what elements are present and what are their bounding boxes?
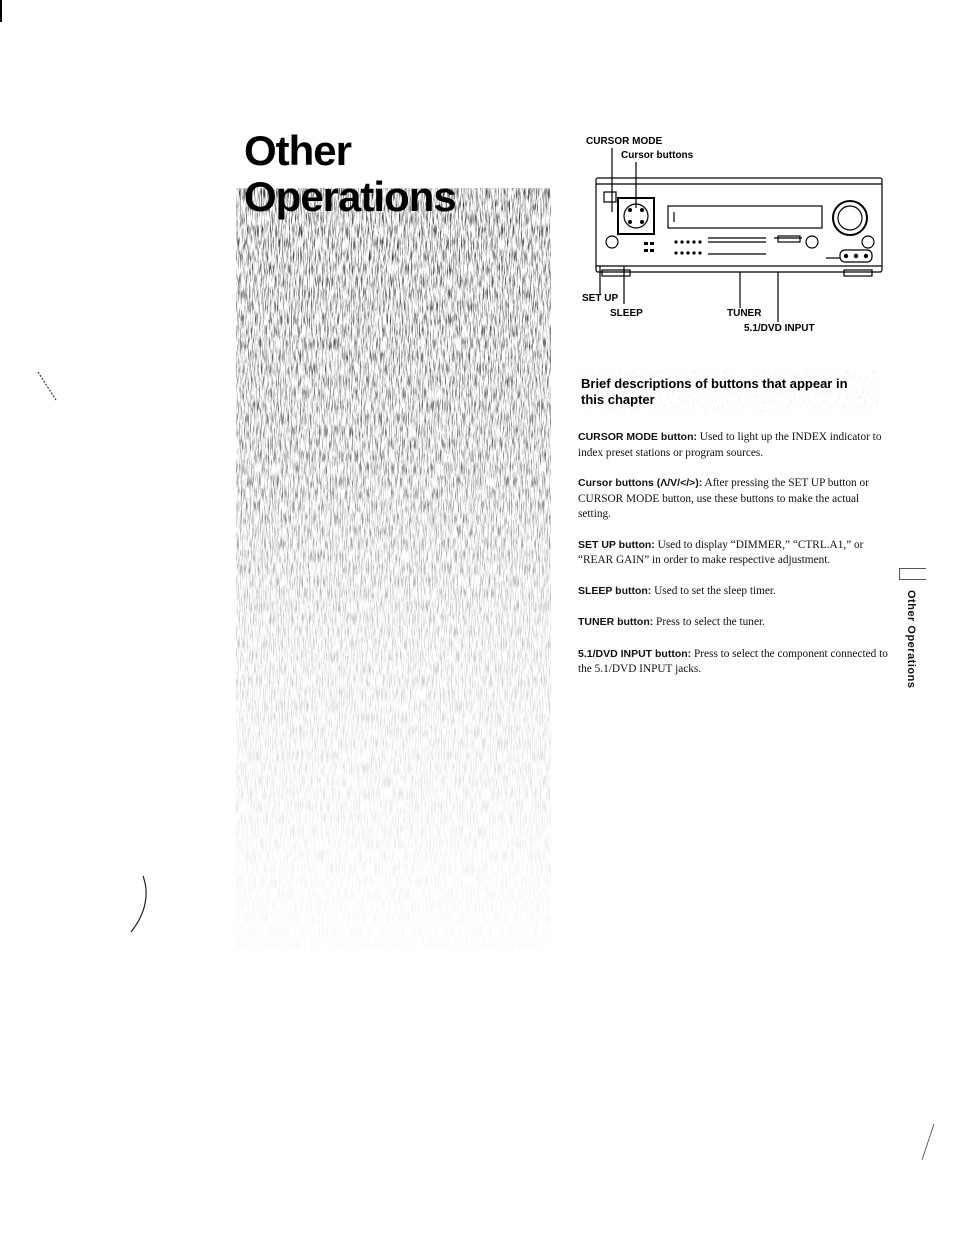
- desc-text: Used to light up the INDEX indicator to index preset stations or program sources.: [578, 431, 882, 459]
- desc-text: After pressing the SET UP button or CURSOR MODE button, use these buttons to make the actual setting.: [578, 477, 869, 520]
- label-cursor-buttons: Cursor buttons: [621, 150, 694, 161]
- page-title: [244, 128, 456, 220]
- chapter-side-tab: [899, 568, 927, 698]
- title-block: [236, 128, 551, 928]
- button-descriptions: [578, 430, 888, 678]
- speck-mark: [36, 370, 60, 404]
- desc-term: Cursor buttons (Λ/V/</>):: [578, 477, 703, 489]
- label-tuner: TUNER: [727, 308, 762, 319]
- desc-tuner: [578, 615, 888, 631]
- label-sleep: SLEEP: [610, 308, 643, 319]
- desc-set-up: [578, 538, 888, 569]
- desc-cursor-mode: [578, 430, 888, 461]
- scan-edge-mark: [0, 0, 2, 22]
- title-line-2: Operations: [244, 173, 456, 220]
- receiver-diagram: [578, 132, 908, 342]
- title-line-1: Other: [244, 127, 352, 174]
- desc-term: SLEEP button:: [578, 584, 652, 597]
- photocopy-noise: [236, 188, 551, 948]
- pen-mark-small: [918, 1120, 938, 1164]
- desc-sleep: [578, 584, 888, 600]
- desc-text: Press to select the tuner.: [653, 616, 765, 628]
- desc-term: CURSOR MODE button:: [578, 431, 697, 443]
- desc-term: 5.1/DVD INPUT button:: [578, 647, 692, 660]
- desc-term: SET UP button:: [578, 538, 655, 551]
- label-dvd-input: 5.1/DVD INPUT: [744, 323, 815, 334]
- desc-dvd-input: [578, 647, 888, 678]
- section-heading: Brief descriptions of buttons that appear in this chapter: [581, 376, 848, 407]
- label-set-up: SET UP: [582, 293, 619, 304]
- desc-cursor-buttons: [578, 476, 888, 523]
- desc-text: Used to set the sleep timer.: [651, 584, 776, 597]
- pen-mark: [125, 872, 155, 936]
- desc-term: TUNER button:: [578, 616, 654, 628]
- desc-text: Used to display “DIMMER,” “CTRL.A1,” or “REAR GAIN” in order to make respective adjustment.: [578, 538, 864, 566]
- side-tab-label: Other Operations: [905, 590, 917, 689]
- label-cursor-mode: CURSOR MODE: [586, 136, 663, 147]
- desc-text: Press to select the component connected to the 5.1/DVD INPUT jacks.: [578, 647, 888, 675]
- tab-marker: [899, 568, 926, 580]
